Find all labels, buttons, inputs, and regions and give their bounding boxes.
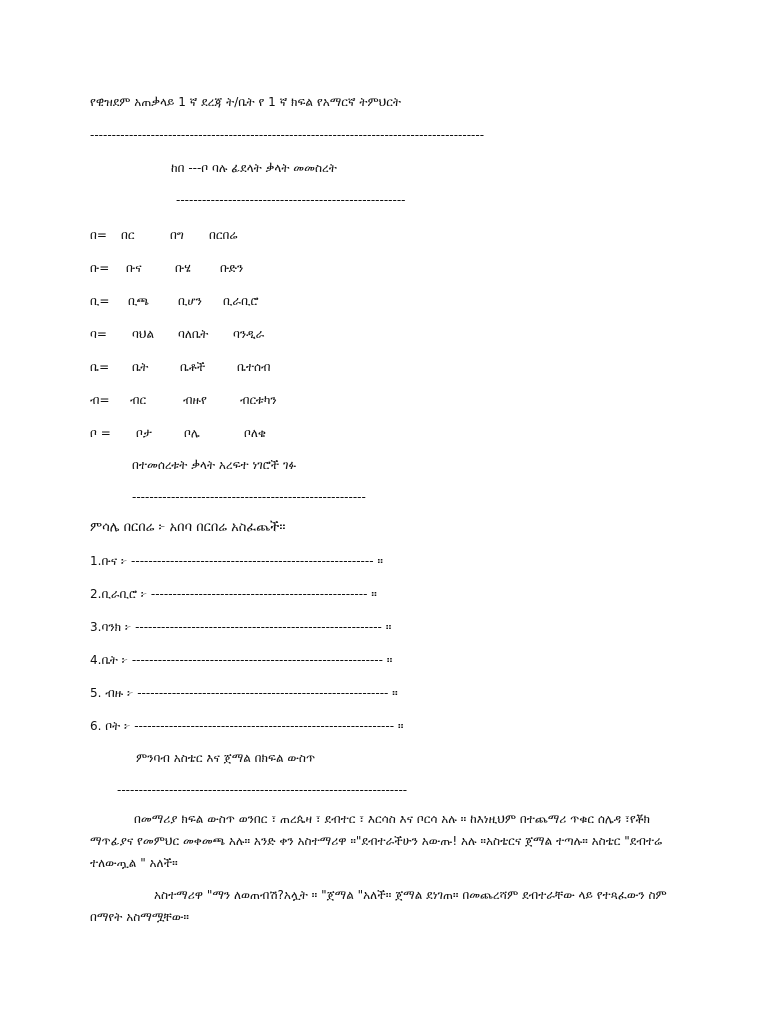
letter-word: ቦለቄ <box>244 426 266 440</box>
letter-word: ቤተሰብ <box>237 360 271 374</box>
letter-word: ቡና <box>126 261 142 275</box>
exercise-label: 4.ቤት ፦ <box>90 653 128 667</box>
letter-key: ቤ= <box>90 360 110 374</box>
letter-word: ቦታ <box>136 426 152 440</box>
letter-word: ቢራቢሮ <box>223 294 259 308</box>
exercise-item <box>90 619 391 635</box>
reading-heading: ምንባብ አስቴር እና ጀማል በክፍል ውስጥ <box>136 751 316 765</box>
letter-key: ቢ= <box>90 294 110 308</box>
exercise-item <box>90 685 398 701</box>
exercise-label: 1.ቡና ፦ <box>90 554 128 568</box>
exercise-blank: -------------------------------------------------- ። <box>150 587 377 601</box>
section-rule-word-formation: ----------------------------------------------------- <box>176 193 406 207</box>
letter-word: ቢሆን <box>178 294 202 308</box>
letter-word: ብርቱካን <box>240 393 277 407</box>
exercise-blank: ---------------------------------------------------------- ። <box>137 686 398 700</box>
letter-word: ቡድን <box>220 261 244 275</box>
letter-word: በር <box>121 228 135 242</box>
exercise-item <box>90 718 403 734</box>
exercise-item <box>90 652 392 668</box>
exercise-label: 3.ባንክ ፦ <box>90 620 132 634</box>
letter-word: በርበሬ <box>209 228 238 242</box>
section-heading-word-formation: ከበ ---ቦ ባሉ ፊደላት ቃላት መመስረት <box>171 161 337 175</box>
exercise-blank: ---------------------------------------------------------- ። <box>131 653 393 667</box>
letter-word: ባህል <box>132 327 155 341</box>
exercise-label: 5. ብዙ ፦ <box>90 686 134 700</box>
letter-key: ቦ = <box>90 426 111 440</box>
title-rule: ------------------------------------------------------------------------------------------- <box>90 128 485 142</box>
reading-paragraph: አስተማሪዋ "ማን ለወጠብሽ?አሏት ። "ጀማል "አለች። ጀማል ደነገጠ። በመጨረሻም ደብተራቸው ላይ የተጻፈውን ስም በማየት አስማሟቸው። <box>90 888 667 924</box>
section-heading-sentences: በተመሰረቱት ቃላት አረፍተ ነገሮች ገፉ <box>132 458 297 472</box>
example-sentence: ምሳሌ በርበሬ ፦ አበባ በርበሬ አስፈጨች። <box>90 520 286 535</box>
letter-word: ባለቤት <box>178 327 209 341</box>
exercise-blank: -------------------------------------------------------- ። <box>131 554 383 568</box>
letter-key: በ= <box>90 228 107 242</box>
exercise-blank: ------------------------------------------------------------ ። <box>134 719 404 733</box>
letter-word: ብዙየ <box>183 393 207 407</box>
letter-word: ቡሄ <box>175 261 191 275</box>
exercise-label: 2.ቢራቢሮ ፦ <box>90 587 148 601</box>
section-rule-sentences: ------------------------------------------------------ <box>132 490 366 504</box>
letter-key: ብ= <box>90 393 110 407</box>
letter-key: ባ= <box>90 327 107 341</box>
letter-word: ባንዲራ <box>233 327 265 341</box>
exercise-item <box>90 586 377 602</box>
exercise-item <box>90 553 383 569</box>
letter-word: ቢጫ <box>128 294 150 308</box>
exercise-label: 6. ቦት ፦ <box>90 719 131 733</box>
document-title: የዊዝደም አጠቃላይ 1 ኛ ደረጃ ት/ቤት የ 1 ኛ ክፍል የአማርኛ ትምህርት <box>90 95 402 109</box>
letter-word: በግ <box>170 228 184 242</box>
exercise-blank: --------------------------------------------------------- ። <box>135 620 392 634</box>
letter-key: ቡ= <box>90 261 110 275</box>
reading-rule: ------------------------------------------------------------------- <box>117 783 408 797</box>
letter-word: ቦሌ <box>184 426 200 440</box>
letter-word: ብር <box>130 393 147 407</box>
reading-paragraph: በመማሪያ ክፍል ውስጥ ወንበር ፣ ጠረጴዛ ፣ ደብተር ፣ እርሳስ እና ቦርሳ አሉ ። ከእነዚህም በተጨማሪ ጥቁር ሰሌዳ ፣የቾክ ማጥፊያና የመምህር መቀመጫ አሉ። አንድ ቀን አስተማሪዋ ።"ደብተራችሁን አውጡ! አሉ ።አስቴርና ጀማል ተጣሉ። አስቴር "ደብተሬ ተለውጧል " አለች። <box>90 812 663 870</box>
letter-word: ቤቶች <box>180 360 206 374</box>
letter-word: ቤት <box>132 360 149 374</box>
